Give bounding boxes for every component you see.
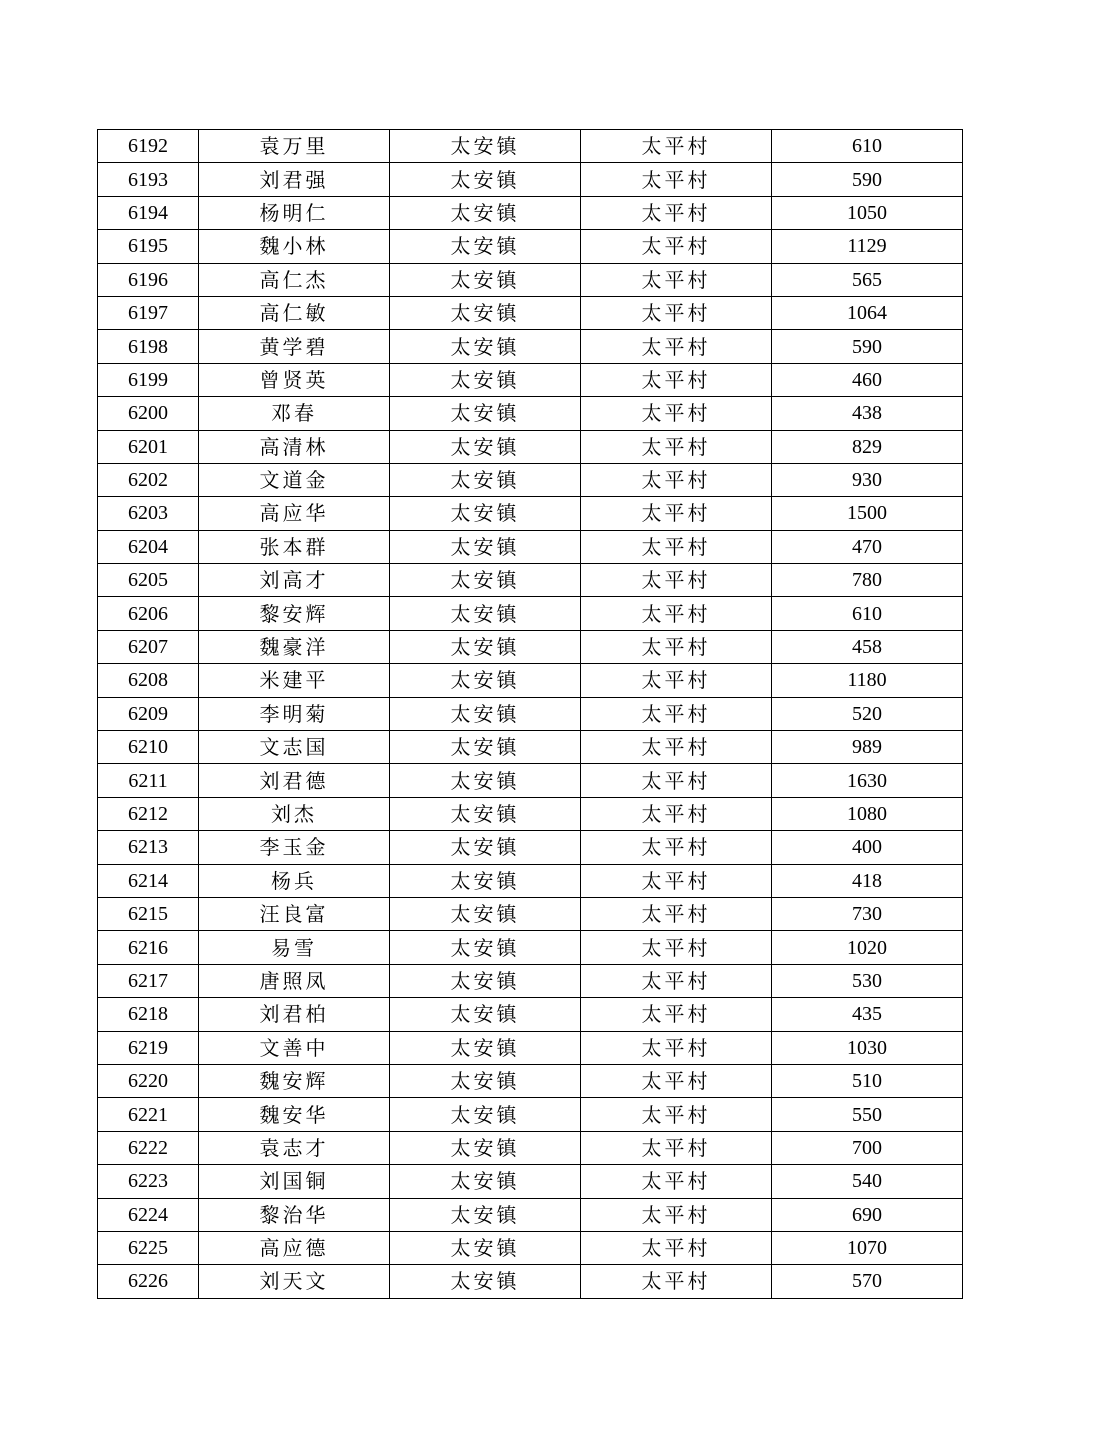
table-row — [98, 564, 963, 597]
cell-name: 魏安华 — [199, 1098, 390, 1131]
table-row — [98, 897, 963, 930]
cell-amount: 460 — [772, 363, 963, 396]
cell-town: 太安镇 — [390, 1265, 581, 1298]
table-row — [98, 296, 963, 329]
cell-amount: 540 — [772, 1165, 963, 1198]
cell-town: 太安镇 — [390, 1031, 581, 1064]
cell-id: 6192 — [98, 130, 199, 163]
cell-town: 太安镇 — [390, 797, 581, 830]
cell-town: 太安镇 — [390, 1098, 581, 1131]
cell-name: 黎安辉 — [199, 597, 390, 630]
cell-id: 6211 — [98, 764, 199, 797]
cell-id: 6223 — [98, 1165, 199, 1198]
cell-village: 太平村 — [581, 1031, 772, 1064]
cell-name: 高清林 — [199, 430, 390, 463]
cell-town: 太安镇 — [390, 564, 581, 597]
cell-town: 太安镇 — [390, 230, 581, 263]
cell-id: 6202 — [98, 463, 199, 496]
cell-amount: 400 — [772, 831, 963, 864]
cell-town: 太安镇 — [390, 463, 581, 496]
cell-town: 太安镇 — [390, 497, 581, 530]
cell-town: 太安镇 — [390, 897, 581, 930]
cell-town: 太安镇 — [390, 831, 581, 864]
cell-id: 6200 — [98, 397, 199, 430]
cell-name: 易雪 — [199, 931, 390, 964]
cell-village: 太平村 — [581, 1231, 772, 1264]
cell-id: 6204 — [98, 530, 199, 563]
cell-name: 刘国铜 — [199, 1165, 390, 1198]
cell-village: 太平村 — [581, 196, 772, 229]
cell-town: 太安镇 — [390, 163, 581, 196]
cell-name: 魏豪洋 — [199, 630, 390, 663]
table-row — [98, 1064, 963, 1097]
cell-name: 高应德 — [199, 1231, 390, 1264]
cell-id: 6217 — [98, 964, 199, 997]
cell-amount: 730 — [772, 897, 963, 930]
cell-name: 米建平 — [199, 664, 390, 697]
cell-town: 太安镇 — [390, 931, 581, 964]
cell-name: 刘天文 — [199, 1265, 390, 1298]
cell-amount: 780 — [772, 564, 963, 597]
cell-amount: 520 — [772, 697, 963, 730]
cell-id: 6206 — [98, 597, 199, 630]
cell-amount: 610 — [772, 130, 963, 163]
cell-amount: 989 — [772, 731, 963, 764]
cell-town: 太安镇 — [390, 530, 581, 563]
cell-name: 刘杰 — [199, 797, 390, 830]
cell-town: 太安镇 — [390, 1198, 581, 1231]
table-row — [98, 363, 963, 396]
cell-village: 太平村 — [581, 831, 772, 864]
table-row — [98, 463, 963, 496]
cell-village: 太平村 — [581, 630, 772, 663]
table-row — [98, 1031, 963, 1064]
cell-amount: 510 — [772, 1064, 963, 1097]
cell-name: 李明菊 — [199, 697, 390, 730]
cell-amount: 570 — [772, 1265, 963, 1298]
cell-amount: 1030 — [772, 1031, 963, 1064]
cell-village: 太平村 — [581, 163, 772, 196]
cell-amount: 1180 — [772, 664, 963, 697]
cell-name: 刘君柏 — [199, 998, 390, 1031]
cell-town: 太安镇 — [390, 998, 581, 1031]
cell-village: 太平村 — [581, 797, 772, 830]
cell-town: 太安镇 — [390, 764, 581, 797]
table-row — [98, 397, 963, 430]
cell-amount: 565 — [772, 263, 963, 296]
cell-id: 6209 — [98, 697, 199, 730]
cell-id: 6201 — [98, 430, 199, 463]
cell-village: 太平村 — [581, 1098, 772, 1131]
table-row — [98, 163, 963, 196]
table-row — [98, 764, 963, 797]
table-row — [98, 230, 963, 263]
cell-amount: 829 — [772, 430, 963, 463]
table-row — [98, 864, 963, 897]
table-row — [98, 697, 963, 730]
cell-town: 太安镇 — [390, 864, 581, 897]
cell-name: 张本群 — [199, 530, 390, 563]
table-row — [98, 964, 963, 997]
table-row — [98, 330, 963, 363]
cell-id: 6226 — [98, 1265, 199, 1298]
cell-name: 魏小林 — [199, 230, 390, 263]
cell-amount: 610 — [772, 597, 963, 630]
table-row — [98, 597, 963, 630]
cell-name: 文善中 — [199, 1031, 390, 1064]
cell-id: 6220 — [98, 1064, 199, 1097]
cell-id: 6208 — [98, 664, 199, 697]
table-row — [98, 1198, 963, 1231]
table-row — [98, 731, 963, 764]
cell-amount: 1500 — [772, 497, 963, 530]
cell-village: 太平村 — [581, 1165, 772, 1198]
cell-village: 太平村 — [581, 1265, 772, 1298]
cell-town: 太安镇 — [390, 363, 581, 396]
cell-id: 6212 — [98, 797, 199, 830]
cell-village: 太平村 — [581, 697, 772, 730]
cell-village: 太平村 — [581, 597, 772, 630]
cell-name: 黎治华 — [199, 1198, 390, 1231]
cell-amount: 458 — [772, 630, 963, 663]
cell-town: 太安镇 — [390, 731, 581, 764]
cell-town: 太安镇 — [390, 964, 581, 997]
cell-id: 6197 — [98, 296, 199, 329]
table-row — [98, 1098, 963, 1131]
cell-village: 太平村 — [581, 230, 772, 263]
table-row — [98, 1165, 963, 1198]
table-row — [98, 497, 963, 530]
cell-town: 太安镇 — [390, 1231, 581, 1264]
cell-village: 太平村 — [581, 897, 772, 930]
table-row — [98, 1131, 963, 1164]
cell-village: 太平村 — [581, 1064, 772, 1097]
cell-town: 太安镇 — [390, 330, 581, 363]
cell-village: 太平村 — [581, 497, 772, 530]
cell-amount: 700 — [772, 1131, 963, 1164]
cell-town: 太安镇 — [390, 397, 581, 430]
cell-name: 文道金 — [199, 463, 390, 496]
cell-id: 6215 — [98, 897, 199, 930]
cell-amount: 550 — [772, 1098, 963, 1131]
cell-id: 6216 — [98, 931, 199, 964]
table-row — [98, 430, 963, 463]
cell-town: 太安镇 — [390, 664, 581, 697]
cell-town: 太安镇 — [390, 263, 581, 296]
cell-village: 太平村 — [581, 964, 772, 997]
cell-village: 太平村 — [581, 130, 772, 163]
cell-town: 太安镇 — [390, 196, 581, 229]
cell-id: 6203 — [98, 497, 199, 530]
table-row — [98, 263, 963, 296]
table-row — [98, 931, 963, 964]
cell-id: 6195 — [98, 230, 199, 263]
cell-name: 刘君强 — [199, 163, 390, 196]
cell-village: 太平村 — [581, 864, 772, 897]
cell-village: 太平村 — [581, 731, 772, 764]
cell-town: 太安镇 — [390, 296, 581, 329]
cell-name: 袁志才 — [199, 1131, 390, 1164]
cell-amount: 438 — [772, 397, 963, 430]
cell-id: 6224 — [98, 1198, 199, 1231]
cell-village: 太平村 — [581, 764, 772, 797]
cell-name: 黄学碧 — [199, 330, 390, 363]
cell-village: 太平村 — [581, 463, 772, 496]
cell-id: 6225 — [98, 1231, 199, 1264]
table-row — [98, 664, 963, 697]
cell-amount: 470 — [772, 530, 963, 563]
cell-id: 6198 — [98, 330, 199, 363]
cell-town: 太安镇 — [390, 130, 581, 163]
cell-amount: 1129 — [772, 230, 963, 263]
cell-id: 6199 — [98, 363, 199, 396]
roster-table — [97, 129, 963, 1299]
cell-name: 唐照凤 — [199, 964, 390, 997]
cell-name: 杨明仁 — [199, 196, 390, 229]
cell-village: 太平村 — [581, 1198, 772, 1231]
table-row — [98, 1231, 963, 1264]
cell-name: 曾贤英 — [199, 363, 390, 396]
cell-amount: 418 — [772, 864, 963, 897]
cell-id: 6210 — [98, 731, 199, 764]
cell-id: 6218 — [98, 998, 199, 1031]
table-row — [98, 630, 963, 663]
cell-id: 6214 — [98, 864, 199, 897]
cell-id: 6194 — [98, 196, 199, 229]
table-row — [98, 797, 963, 830]
cell-amount: 1020 — [772, 931, 963, 964]
cell-town: 太安镇 — [390, 1131, 581, 1164]
cell-village: 太平村 — [581, 263, 772, 296]
cell-amount: 1080 — [772, 797, 963, 830]
cell-amount: 690 — [772, 1198, 963, 1231]
roster-table-body — [98, 130, 963, 1299]
cell-village: 太平村 — [581, 1131, 772, 1164]
cell-id: 6205 — [98, 564, 199, 597]
cell-town: 太安镇 — [390, 630, 581, 663]
cell-town: 太安镇 — [390, 1165, 581, 1198]
cell-name: 魏安辉 — [199, 1064, 390, 1097]
cell-name: 邓春 — [199, 397, 390, 430]
cell-id: 6222 — [98, 1131, 199, 1164]
table-row — [98, 130, 963, 163]
cell-name: 袁万里 — [199, 130, 390, 163]
table-row — [98, 998, 963, 1031]
cell-village: 太平村 — [581, 330, 772, 363]
cell-name: 高仁敏 — [199, 296, 390, 329]
cell-town: 太安镇 — [390, 697, 581, 730]
cell-id: 6213 — [98, 831, 199, 864]
cell-amount: 435 — [772, 998, 963, 1031]
cell-name: 汪良富 — [199, 897, 390, 930]
cell-name: 文志国 — [199, 731, 390, 764]
cell-amount: 590 — [772, 330, 963, 363]
cell-name: 李玉金 — [199, 831, 390, 864]
cell-id: 6221 — [98, 1098, 199, 1131]
cell-village: 太平村 — [581, 397, 772, 430]
cell-name: 刘高才 — [199, 564, 390, 597]
cell-town: 太安镇 — [390, 430, 581, 463]
cell-name: 高仁杰 — [199, 263, 390, 296]
cell-amount: 1070 — [772, 1231, 963, 1264]
cell-village: 太平村 — [581, 530, 772, 563]
cell-amount: 590 — [772, 163, 963, 196]
cell-id: 6196 — [98, 263, 199, 296]
cell-village: 太平村 — [581, 998, 772, 1031]
cell-id: 6207 — [98, 630, 199, 663]
cell-village: 太平村 — [581, 564, 772, 597]
cell-village: 太平村 — [581, 296, 772, 329]
cell-village: 太平村 — [581, 931, 772, 964]
cell-name: 刘君德 — [199, 764, 390, 797]
cell-village: 太平村 — [581, 363, 772, 396]
cell-name: 高应华 — [199, 497, 390, 530]
cell-amount: 1630 — [772, 764, 963, 797]
cell-village: 太平村 — [581, 664, 772, 697]
table-row — [98, 1265, 963, 1298]
cell-id: 6219 — [98, 1031, 199, 1064]
table-row — [98, 196, 963, 229]
table-row — [98, 530, 963, 563]
cell-town: 太安镇 — [390, 597, 581, 630]
table-row — [98, 831, 963, 864]
cell-amount: 530 — [772, 964, 963, 997]
cell-amount: 930 — [772, 463, 963, 496]
cell-amount: 1064 — [772, 296, 963, 329]
cell-town: 太安镇 — [390, 1064, 581, 1097]
cell-village: 太平村 — [581, 430, 772, 463]
cell-amount: 1050 — [772, 196, 963, 229]
cell-id: 6193 — [98, 163, 199, 196]
cell-name: 杨兵 — [199, 864, 390, 897]
